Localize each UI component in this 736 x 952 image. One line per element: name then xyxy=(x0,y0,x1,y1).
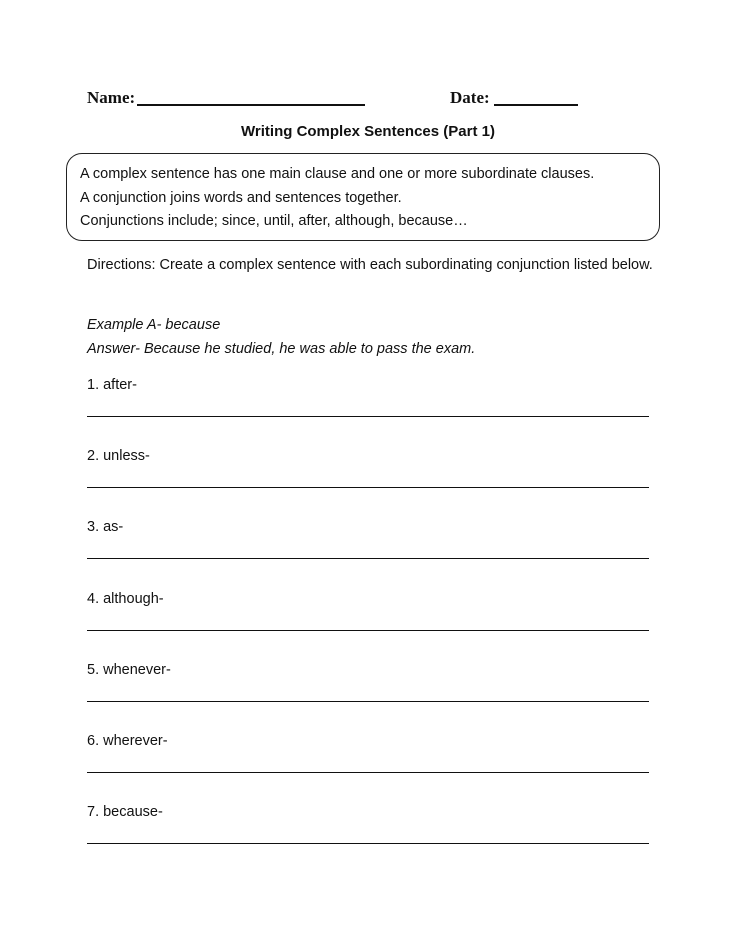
example-prompt: Example A- because xyxy=(87,317,221,333)
name-field-line[interactable] xyxy=(137,104,365,106)
exercise-item xyxy=(87,517,649,588)
answer-line[interactable] xyxy=(87,487,649,488)
info-line: A conjunction joins words and sentences together. xyxy=(80,189,402,206)
exercise-label: 6. wherever- xyxy=(87,733,168,749)
exercise-item xyxy=(87,802,649,873)
header-row xyxy=(87,84,607,110)
exercise-label: 1. after- xyxy=(87,377,137,393)
worksheet-title: Writing Complex Sentences (Part 1) xyxy=(241,123,495,140)
answer-line[interactable] xyxy=(87,772,649,773)
info-line: Conjunctions include; since, until, after, although, because… xyxy=(80,213,468,229)
exercise-label: 2. unless- xyxy=(87,448,150,464)
exercise-label: 7. because- xyxy=(87,804,163,820)
exercise-label: 3. as- xyxy=(87,519,124,535)
directions-text: Directions: Create a complex sentence with each subordinating conjunction listed below. xyxy=(87,257,653,273)
exercise-item xyxy=(87,375,649,446)
exercise-item xyxy=(87,731,649,802)
example-answer: Answer- Because he studied, he was able to pass the exam. xyxy=(87,341,476,357)
date-field-line[interactable] xyxy=(494,104,578,106)
exercise-item xyxy=(87,660,649,731)
answer-line[interactable] xyxy=(87,630,649,631)
answer-line[interactable] xyxy=(87,416,649,417)
exercise-item xyxy=(87,589,649,660)
exercise-label: 5. whenever- xyxy=(87,662,171,678)
info-box xyxy=(66,153,660,241)
answer-line[interactable] xyxy=(87,843,649,844)
answer-line[interactable] xyxy=(87,701,649,702)
date-label: Date: xyxy=(450,88,490,107)
example-block xyxy=(87,313,475,361)
exercise-label: 4. although- xyxy=(87,591,164,607)
info-line: A complex sentence has one main clause and one or more subordinate clauses. xyxy=(80,166,595,182)
answer-line[interactable] xyxy=(87,558,649,559)
exercise-item xyxy=(87,446,649,517)
name-label: Name: xyxy=(87,88,136,107)
